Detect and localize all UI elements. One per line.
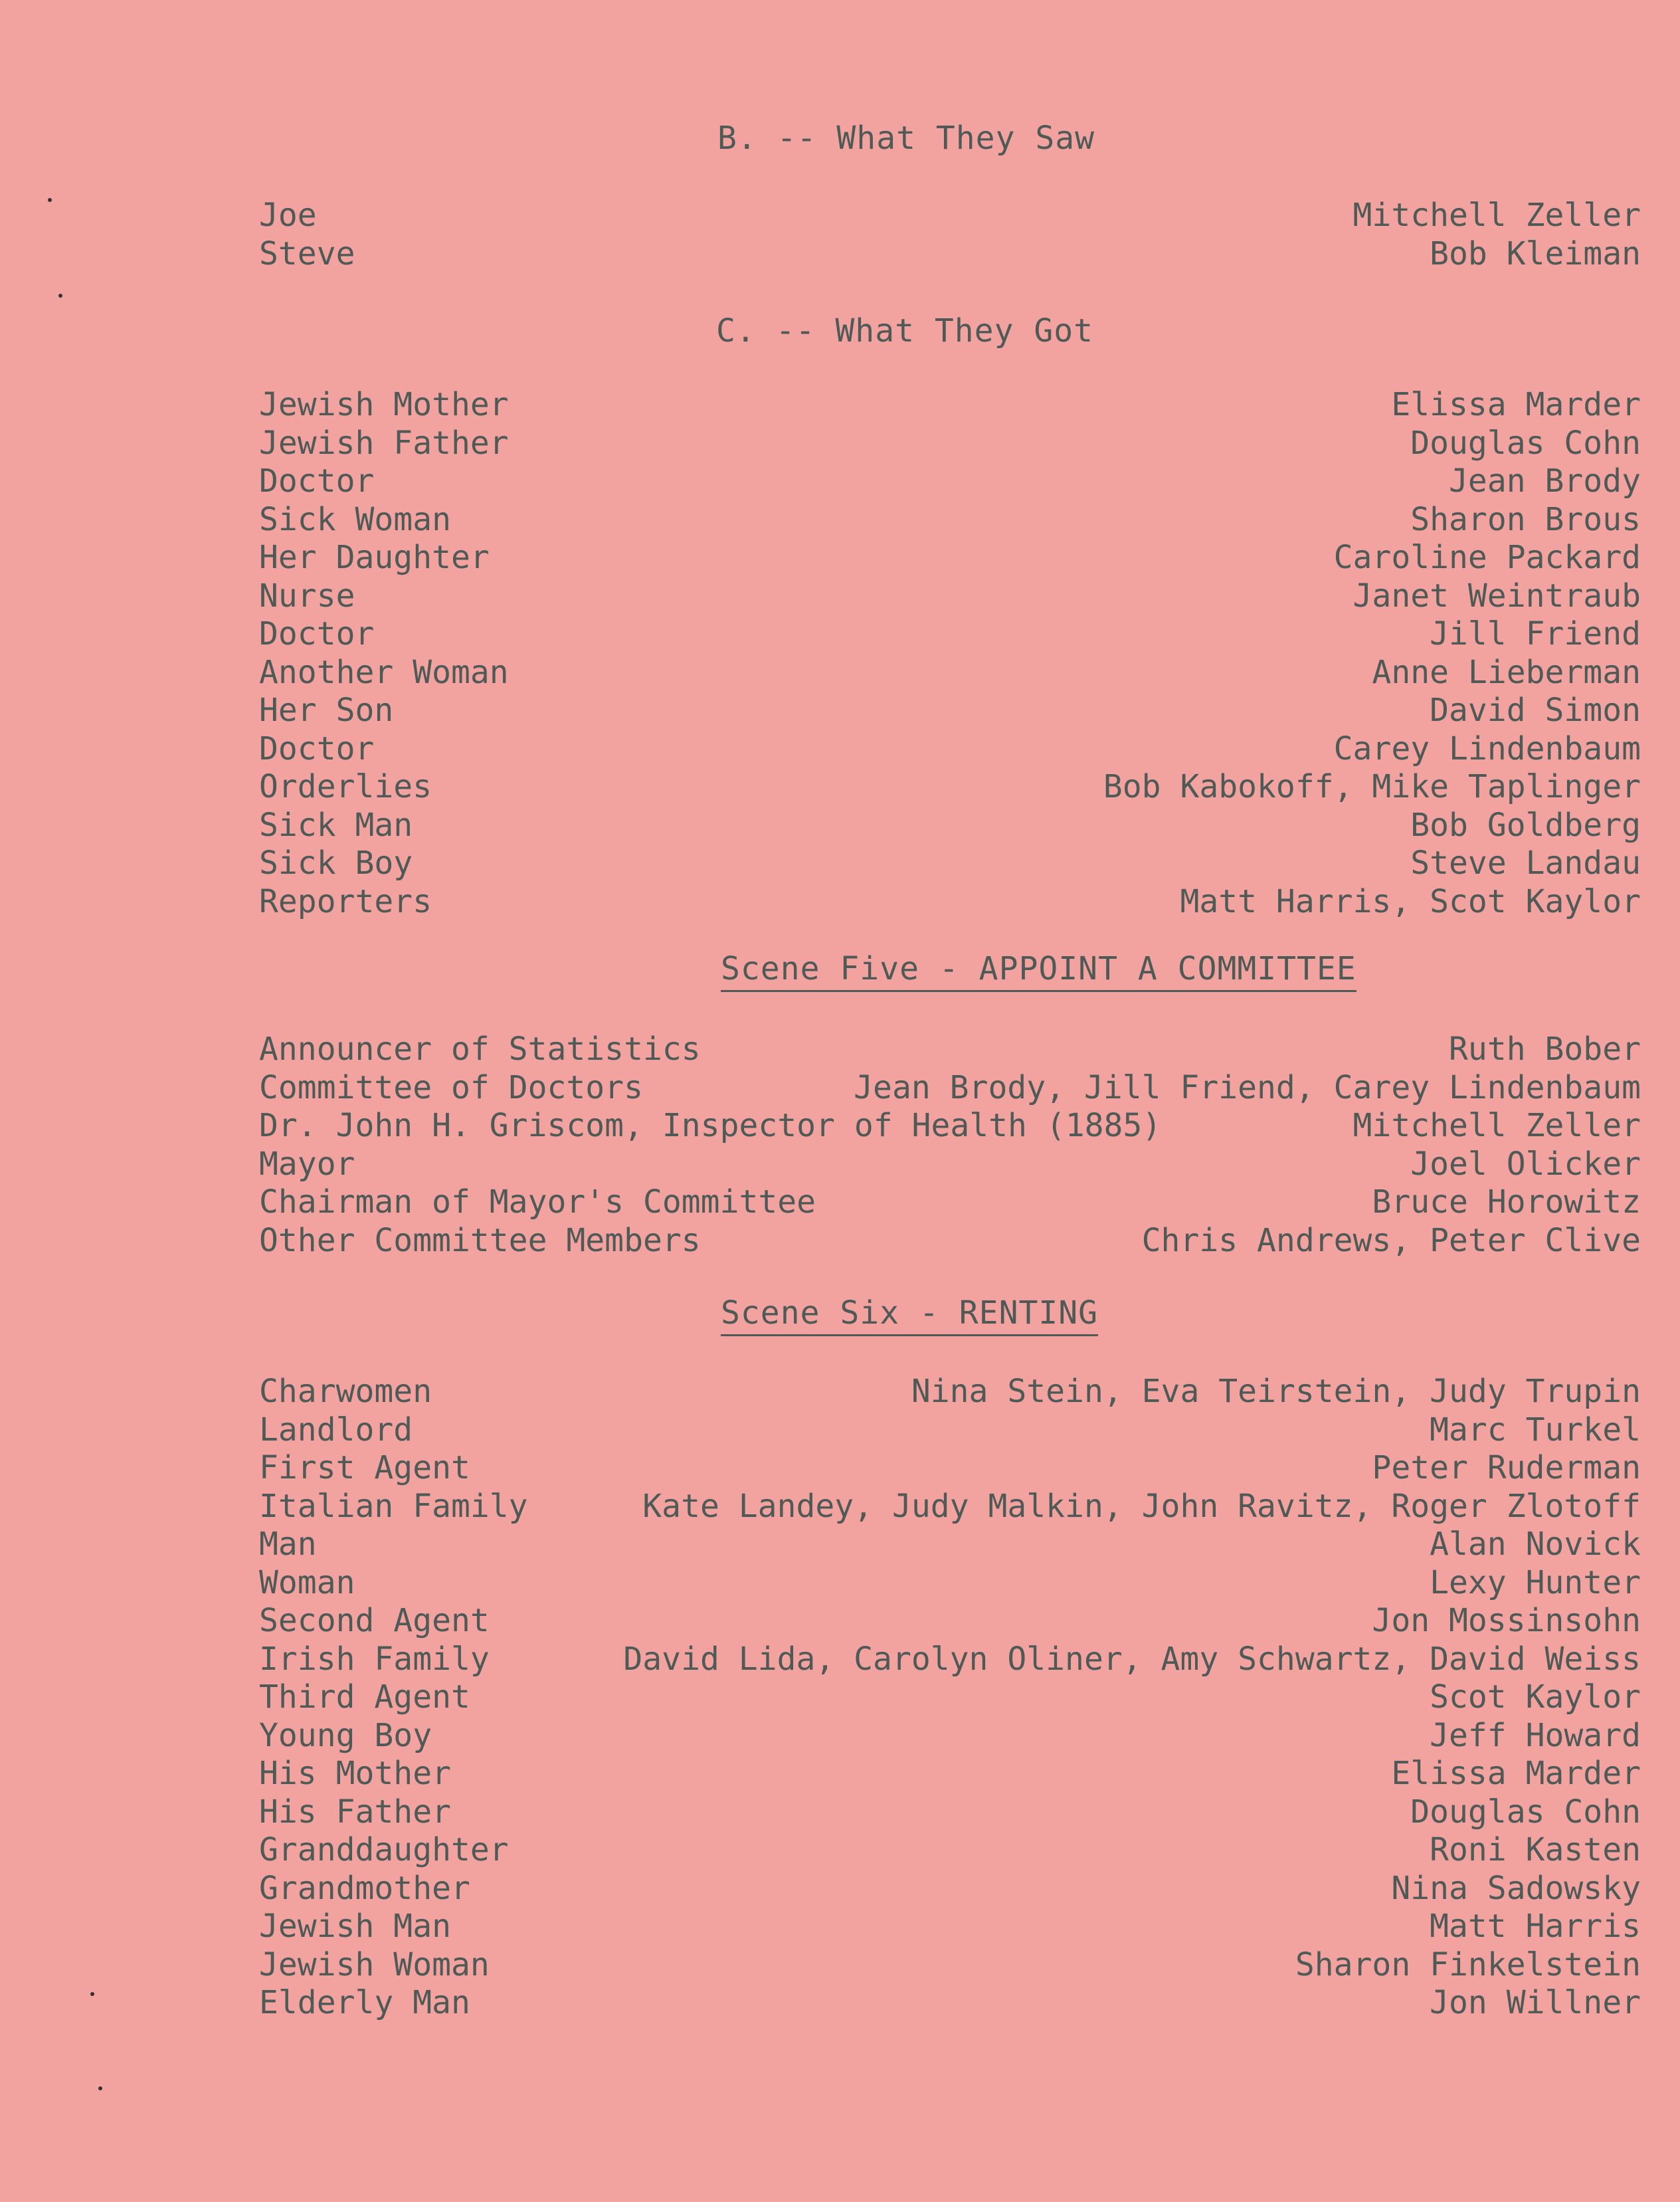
section-heading-scene-five: Scene Five - APPOINT A COMMITTEE — [721, 950, 1356, 992]
actor-name: Mitchell Zeller — [1353, 1107, 1641, 1144]
cast-row — [259, 538, 1641, 577]
role-name: Her Son — [259, 692, 394, 729]
actor-name: Steve Landau — [1410, 845, 1641, 882]
actor-name: Nina Stein, Eva Teirstein, Judy Trupin — [911, 1373, 1641, 1410]
cast-row — [259, 653, 1641, 692]
section-heading-what-they-saw: B. -- What They Saw — [717, 120, 1095, 157]
role-name: Her Daughter — [259, 539, 490, 576]
role-name: Committee of Doctors — [259, 1069, 643, 1106]
actor-name: David Lida, Carolyn Oliner, Amy Schwartz, David Weiss — [623, 1641, 1641, 1678]
actor-name: Peter Ruderman — [1372, 1449, 1641, 1486]
role-name: Steve — [259, 235, 355, 272]
role-name: Italian Family — [259, 1488, 528, 1525]
cast-row — [259, 1106, 1641, 1145]
actor-name: Jean Brody, Jill Friend, Carey Lindenbaum — [854, 1069, 1641, 1106]
actor-name: Bob Kleiman — [1430, 235, 1641, 272]
cast-row — [259, 1372, 1641, 1411]
role-name: Charwomen — [259, 1373, 432, 1410]
cast-row — [259, 1449, 1641, 1487]
role-name: Third Agent — [259, 1678, 470, 1716]
actor-name: Anne Lieberman — [1372, 654, 1641, 691]
cast-row — [259, 577, 1641, 615]
role-name: Young Boy — [259, 1717, 432, 1754]
actor-name: Sharon Finkelstein — [1295, 1946, 1641, 1983]
role-name: His Father — [259, 1793, 451, 1831]
role-name: Jewish Father — [259, 425, 509, 462]
actor-name: Joel Olicker — [1410, 1146, 1641, 1183]
cast-row — [259, 1030, 1641, 1068]
actor-name: Matt Harris — [1430, 1908, 1641, 1945]
role-name: Landlord — [259, 1411, 413, 1449]
role-name: Reporters — [259, 883, 432, 920]
actor-name: Bob Goldberg — [1410, 807, 1641, 844]
role-name: Man — [259, 1526, 317, 1563]
role-name: Sick Woman — [259, 501, 451, 538]
cast-row — [259, 1563, 1641, 1602]
role-name: Doctor — [259, 730, 375, 767]
cast-row — [259, 1640, 1641, 1678]
cast-row — [259, 615, 1641, 653]
actor-name: Janet Weintraub — [1353, 577, 1641, 615]
actor-name: Bob Kabokoff, Mike Taplinger — [1103, 768, 1641, 805]
role-name: Second Agent — [259, 1602, 490, 1639]
role-name: Sick Boy — [259, 845, 413, 882]
role-name: Jewish Mother — [259, 386, 509, 423]
paper-speck — [98, 2086, 102, 2090]
role-name: Other Committee Members — [259, 1222, 701, 1259]
role-name: Grandmother — [259, 1870, 470, 1907]
actor-name: Sharon Brous — [1410, 501, 1641, 538]
paper-speck — [58, 294, 62, 298]
role-name: Irish Family — [259, 1641, 490, 1678]
actor-name: Scot Kaylor — [1430, 1678, 1641, 1716]
role-name: Chairman of Mayor's Committee — [259, 1183, 816, 1221]
role-name: Nurse — [259, 577, 355, 615]
cast-row — [259, 1221, 1641, 1260]
actor-name: Carey Lindenbaum — [1333, 730, 1641, 767]
role-name: Doctor — [259, 615, 375, 652]
cast-row — [259, 1793, 1641, 1831]
cast-row — [259, 691, 1641, 730]
cast-row — [259, 500, 1641, 539]
cast-row — [259, 1068, 1641, 1107]
cast-row — [259, 1869, 1641, 1908]
cast-row — [259, 1525, 1641, 1563]
cast-row — [259, 730, 1641, 768]
actor-name: Mitchell Zeller — [1353, 197, 1641, 234]
role-name: Joe — [259, 197, 317, 234]
cast-row — [259, 424, 1641, 462]
paper-speck — [48, 198, 52, 202]
actor-name: Kate Landey, Judy Malkin, John Ravitz, Roger Zlotoff — [642, 1488, 1641, 1525]
cast-row — [259, 1145, 1641, 1183]
actor-name: Douglas Cohn — [1410, 1793, 1641, 1831]
cast-row — [259, 1487, 1641, 1526]
actor-name: Matt Harris, Scot Kaylor — [1180, 883, 1641, 920]
section-heading-what-they-got: C. -- What They Got — [716, 312, 1094, 350]
cast-row — [259, 1946, 1641, 1984]
role-name: Dr. John H. Griscom, Inspector of Health (1885) — [259, 1107, 1162, 1144]
actor-name: Jon Willner — [1430, 1984, 1641, 2021]
actor-name: Roni Kasten — [1430, 1831, 1641, 1868]
cast-row — [259, 1907, 1641, 1946]
cast-row — [259, 767, 1641, 806]
actor-name: Elissa Marder — [1391, 386, 1641, 423]
cast-row — [259, 1754, 1641, 1793]
actor-name: Jill Friend — [1430, 615, 1641, 652]
cast-row — [259, 882, 1641, 921]
actor-name: Caroline Packard — [1333, 539, 1641, 576]
cast-row — [259, 1678, 1641, 1716]
actor-name: Nina Sadowsky — [1391, 1870, 1641, 1907]
cast-row — [259, 385, 1641, 424]
actor-name: Elissa Marder — [1391, 1755, 1641, 1792]
actor-name: Alan Novick — [1430, 1526, 1641, 1563]
section-heading-scene-six: Scene Six - RENTING — [721, 1294, 1098, 1336]
actor-name: Jeff Howard — [1430, 1717, 1641, 1754]
actor-name: Jean Brody — [1449, 462, 1641, 500]
role-name: Sick Man — [259, 807, 413, 844]
cast-row — [259, 1983, 1641, 2022]
role-name: Doctor — [259, 462, 375, 500]
role-name: Jewish Man — [259, 1908, 451, 1945]
actor-name: Douglas Cohn — [1410, 425, 1641, 462]
cast-row — [259, 1183, 1641, 1221]
role-name: Mayor — [259, 1146, 355, 1183]
role-name: Orderlies — [259, 768, 432, 805]
role-name: Another Woman — [259, 654, 509, 691]
cast-row — [259, 1601, 1641, 1640]
cast-row — [259, 806, 1641, 845]
paper-speck — [90, 1992, 94, 1996]
role-name: First Agent — [259, 1449, 470, 1486]
actor-name: Chris Andrews, Peter Clive — [1141, 1222, 1641, 1259]
role-name: Granddaughter — [259, 1831, 509, 1868]
role-name: Jewish Woman — [259, 1946, 490, 1983]
actor-name: Ruth Bober — [1449, 1031, 1641, 1068]
role-name: Woman — [259, 1564, 355, 1601]
cast-row — [259, 235, 1641, 273]
cast-row — [259, 196, 1641, 235]
cast-row — [259, 462, 1641, 500]
role-name: His Mother — [259, 1755, 451, 1792]
role-name: Announcer of Statistics — [259, 1031, 701, 1068]
actor-name: David Simon — [1430, 692, 1641, 729]
actor-name: Marc Turkel — [1430, 1411, 1641, 1449]
actor-name: Bruce Horowitz — [1372, 1183, 1641, 1221]
role-name: Elderly Man — [259, 1984, 470, 2021]
cast-row — [259, 1831, 1641, 1869]
cast-row — [259, 1716, 1641, 1755]
cast-row — [259, 844, 1641, 882]
actor-name: Lexy Hunter — [1430, 1564, 1641, 1601]
actor-name: Jon Mossinsohn — [1372, 1602, 1641, 1639]
cast-row — [259, 1411, 1641, 1449]
